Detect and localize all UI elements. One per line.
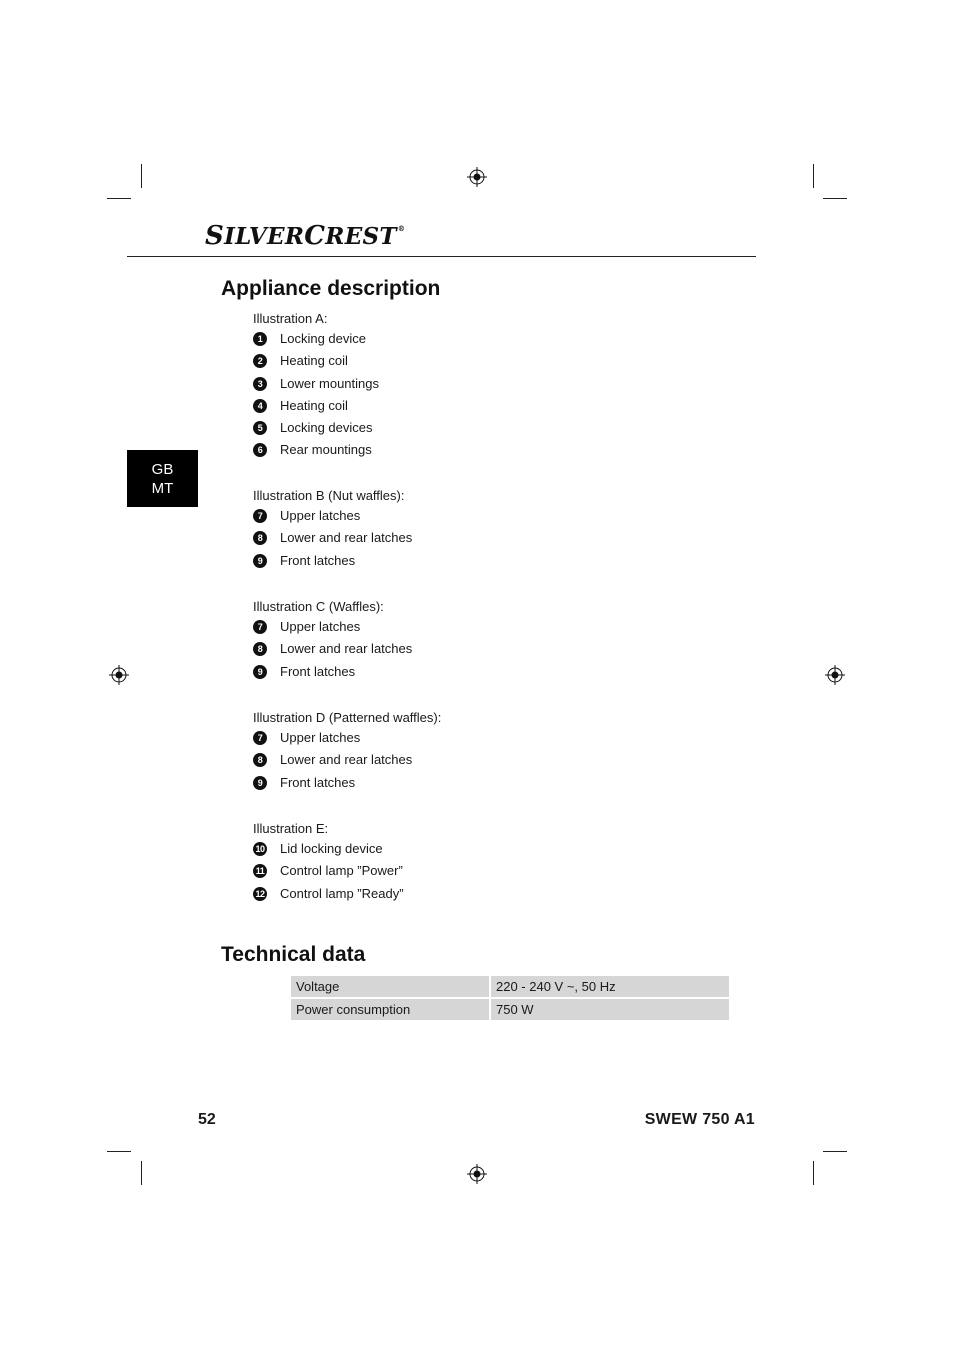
- item-number-badge: 7: [253, 731, 267, 745]
- model-number: SWEW 750 A1: [644, 1111, 755, 1128]
- list-item: [253, 727, 441, 749]
- item-label: Locking device: [280, 331, 366, 346]
- item-label: Locking devices: [280, 420, 373, 436]
- item-number-badge: 1: [253, 332, 267, 346]
- item-number-badge: 8: [253, 642, 267, 656]
- list-item: [253, 838, 383, 860]
- crop-mark: [107, 1151, 131, 1152]
- language-code: GB: [151, 460, 174, 478]
- item-label: Front latches: [280, 774, 356, 790]
- list-item: [253, 505, 404, 527]
- registration-mark-icon: [825, 665, 845, 685]
- illustration-group: [253, 486, 413, 572]
- registration-mark-icon: [467, 1164, 487, 1184]
- list-item: [253, 772, 441, 794]
- registration-mark-icon: [109, 665, 129, 685]
- item-label: Front latches: [280, 552, 356, 568]
- list-item: [253, 527, 413, 549]
- item-number-badge: 7: [253, 620, 267, 634]
- illustration-heading: Illustration C (Waffles):: [253, 599, 384, 614]
- item-number-badge: 9: [253, 554, 267, 568]
- item-label: Lid locking device: [280, 841, 383, 856]
- item-label: Heating coil: [280, 353, 348, 369]
- item-number-badge: 4: [253, 399, 267, 413]
- illustration-group: [253, 819, 404, 905]
- list-item: [253, 395, 348, 417]
- list-item: [253, 550, 404, 572]
- list-item: [253, 373, 379, 395]
- technical-data-title: Technical data: [221, 943, 366, 966]
- crop-mark: [823, 1151, 847, 1152]
- list-item: [253, 417, 373, 439]
- item-number-badge: 7: [253, 509, 267, 523]
- list-item: [253, 883, 404, 905]
- item-label: Front latches: [280, 663, 356, 679]
- list-item: [253, 860, 403, 882]
- item-label: Upper latches: [280, 619, 361, 634]
- list-item: [253, 616, 384, 638]
- item-label: Lower and rear latches: [280, 752, 413, 768]
- crop-mark: [813, 1161, 814, 1185]
- item-number-badge: 2: [253, 354, 267, 368]
- crop-mark: [813, 164, 814, 188]
- item-number-badge: 12: [253, 887, 267, 901]
- table-cell-label: Power consumption: [291, 999, 491, 1022]
- item-label: Lower mountings: [280, 375, 379, 391]
- crop-mark: [141, 164, 142, 188]
- illustration-group: [253, 597, 413, 683]
- item-label: Upper latches: [280, 730, 361, 745]
- illustration-heading: Illustration B (Nut waffles):: [253, 488, 405, 503]
- crop-mark: [823, 198, 847, 199]
- technical-data-table: [291, 976, 729, 1022]
- item-label: Lower and rear latches: [280, 641, 413, 657]
- item-number-badge: 8: [253, 753, 267, 767]
- item-number-badge: 5: [253, 421, 267, 435]
- item-label: Lower and rear latches: [280, 530, 413, 546]
- language-code: MT: [151, 479, 174, 497]
- item-label: Rear mountings: [280, 442, 372, 458]
- illustration-heading: Illustration D (Patterned waffles):: [253, 710, 442, 725]
- item-label: Heating coil: [280, 397, 348, 413]
- page-number: 52: [198, 1111, 216, 1128]
- illustration-heading: Illustration A:: [253, 311, 328, 326]
- language-tab: [127, 450, 198, 507]
- item-number-badge: 10: [253, 842, 267, 856]
- item-label: Upper latches: [280, 508, 361, 523]
- item-label: Control lamp ”Power”: [280, 863, 403, 879]
- item-number-badge: 6: [253, 443, 267, 457]
- list-item: [253, 749, 441, 771]
- illustration-group: [253, 309, 379, 462]
- table-cell-value: 220 - 240 V ~, 50 Hz: [491, 976, 729, 999]
- illustration-group: [253, 708, 441, 794]
- list-item: [253, 328, 366, 350]
- item-number-badge: 11: [253, 864, 267, 878]
- list-item: [253, 439, 372, 461]
- table-row: [291, 999, 729, 1022]
- item-number-badge: 9: [253, 776, 267, 790]
- list-item: [253, 350, 348, 372]
- item-label: Control lamp ”Ready”: [280, 885, 404, 901]
- illustration-heading: Illustration E:: [253, 821, 329, 836]
- item-number-badge: 8: [253, 531, 267, 545]
- table-cell-label: Voltage: [291, 976, 491, 999]
- list-item: [253, 661, 384, 683]
- header-rule: [127, 256, 756, 257]
- crop-mark: [107, 198, 131, 199]
- table-row: [291, 976, 729, 999]
- list-item: [253, 638, 413, 660]
- table-cell-value: 750 W: [491, 999, 729, 1022]
- appliance-description-title: Appliance description: [221, 277, 441, 300]
- item-number-badge: 9: [253, 665, 267, 679]
- crop-mark: [141, 1161, 142, 1185]
- item-number-badge: 3: [253, 377, 267, 391]
- brand-logo: SILVERCREST®: [205, 221, 406, 251]
- registration-mark-icon: [467, 167, 487, 187]
